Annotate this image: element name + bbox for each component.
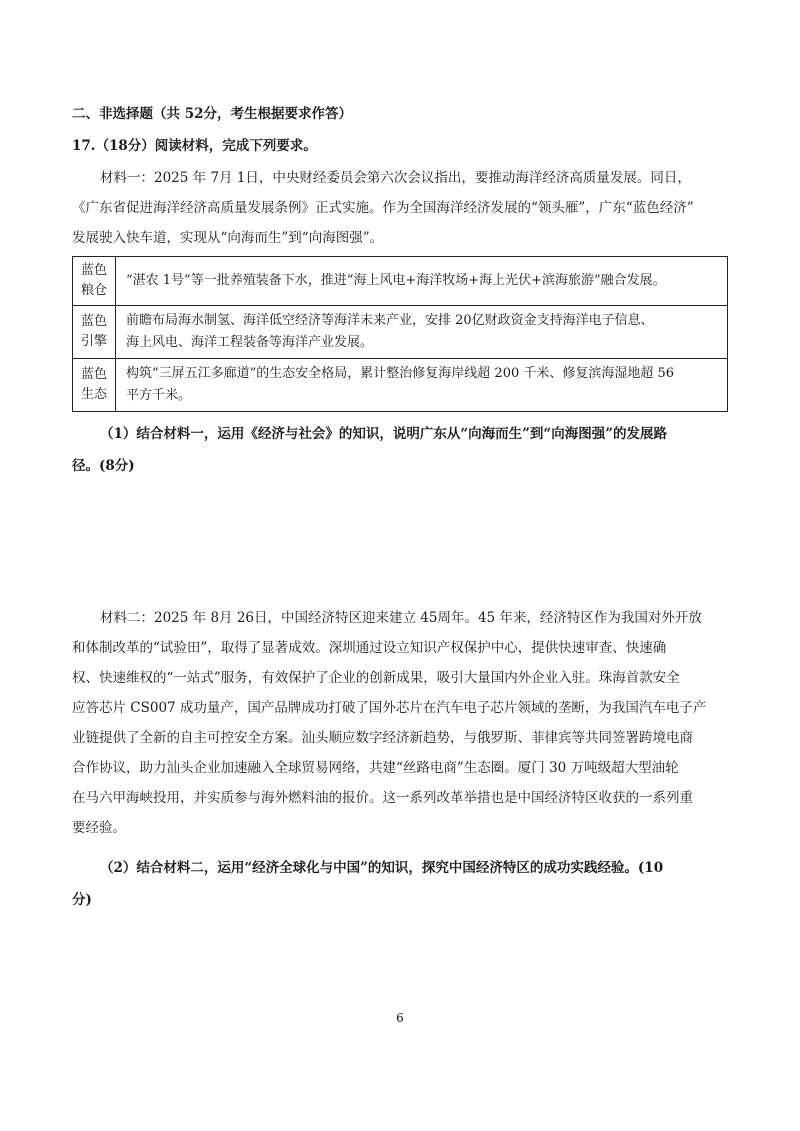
row-content: 前瞻布局海水制氢、海洋低空经济等海洋未来产业，安排 20亿财政资金支持海洋电子信息、 海上风电、海洋工程装备等海洋产业发展。 <box>116 306 728 359</box>
material1-line-2: 《广东省促进海洋经济高质量发展条例》正式实施。作为全国海洋经济发展的“领头雁”，广东“蓝色经济” <box>72 200 694 216</box>
q2-line-2: 分) <box>72 892 92 908</box>
question-title: 17.（18分）阅读材料，完成下列要求。 <box>72 138 317 154</box>
section-heading: 二、非选择题（共 52分，考生根据要求作答） <box>72 106 352 122</box>
table-row <box>73 359 728 412</box>
table-row <box>73 306 728 359</box>
row-header: 蓝色 生态 <box>73 359 116 412</box>
page-number: 6 <box>396 1011 404 1025</box>
material1-line-1: 材料一：2025 年 7月 1日，中央财经委员会第六次会议指出，要推动海洋经济高质量发展。同日， <box>100 170 691 186</box>
row-content: 构筑“三屏五江多廊道”的生态安全格局，累计整治修复海岸线超 200 千米、修复滨海湿地超 56 平方千米。 <box>116 359 728 412</box>
material2-line-6: 合作协议，助力汕头企业加速融入全球贸易网络，共建“丝路电商”生态圈。厦门 30 万吨级超大型油轮 <box>72 760 679 776</box>
row-content: “湛农 1号”等一批养殖装备下水，推进“海上风电+海洋牧场+海上光伏+滨海旅游”融合发展。 <box>116 257 728 306</box>
material2-line-8: 要经验。 <box>72 820 126 836</box>
q2-line-1: （2）结合材料二，运用“经济全球化与中国”的知识，探究中国经济特区的成功实践经验。(10 <box>100 860 664 876</box>
row-header: 蓝色 引擎 <box>73 306 116 359</box>
material2-line-7: 在马六甲海峡投用，并实质参与海外燃料油的报价。这一系列改革举措也是中国经济特区收获的一系列重 <box>72 790 693 806</box>
material1-line-3: 发展驶入快车道，实现从“向海而生”到“向海图强”。 <box>72 230 384 246</box>
material2-line-2: 和体制改革的“试验田”，取得了显著成效。深圳通过设立知识产权保护中心，提供快速审查、快速确 <box>72 640 667 656</box>
q1-line-2: 径。(8分) <box>72 458 135 474</box>
material2-line-4: 应答芯片 CS007 成功量产，国产品牌成功打破了国外芯片在汽车电子芯片领域的垄断，为我国汽车电子产 <box>72 700 707 716</box>
material2-line-3: 权、快速维权的“一站式”服务，有效保护了企业的创新成果，吸引大量国内外企业入驻。珠海首款安全 <box>72 670 680 686</box>
row-header: 蓝色 粮仓 <box>73 257 116 306</box>
table-row <box>73 257 728 306</box>
material2-line-5: 业链提供了全新的自主可控安全方案。汕头顺应数字经济新趋势，与俄罗斯、菲律宾等共同签署跨境电商 <box>72 730 693 746</box>
q1-line-1: （1）结合材料一，运用《经济与社会》的知识，说明广东从“向海而生”到“向海图强”的发展路 <box>100 426 667 442</box>
material1-table <box>72 256 728 412</box>
material2-line-1: 材料二：2025 年 8月 26日，中国经济特区迎来建立 45周年。45 年来，经济特区作为我国对外开放 <box>100 610 702 626</box>
